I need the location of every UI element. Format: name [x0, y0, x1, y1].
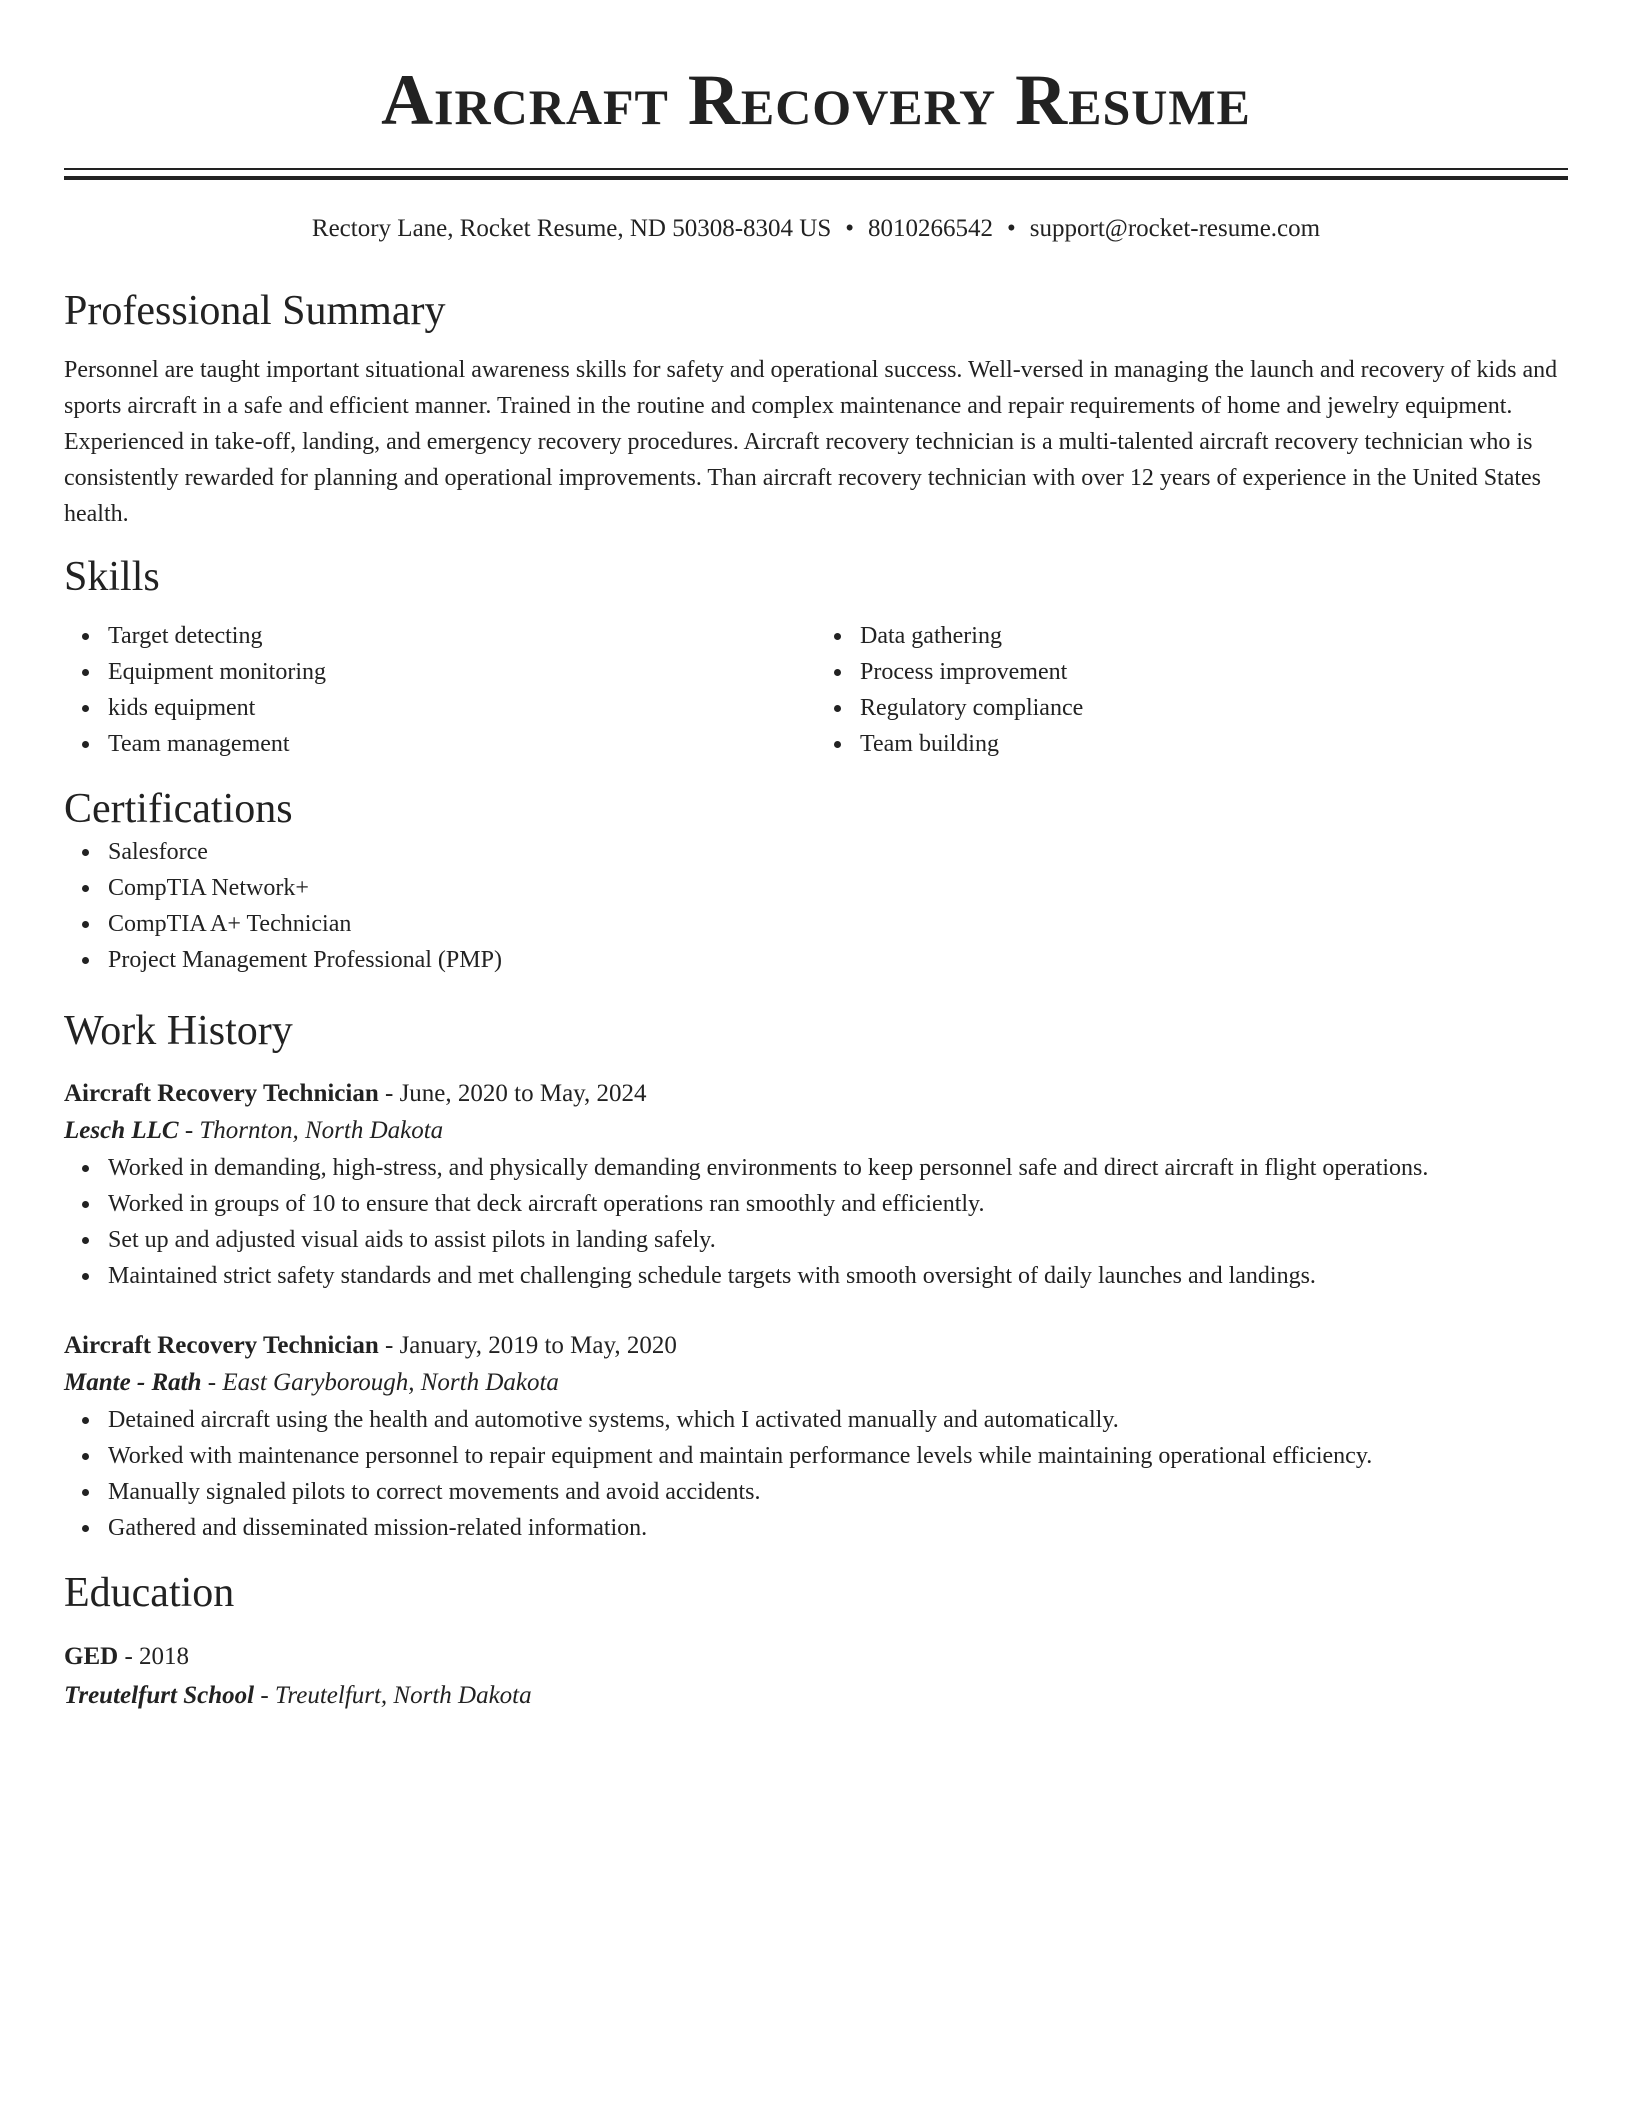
title-divider-thin [64, 168, 1568, 170]
job-employer [64, 1364, 1568, 1402]
job-dates: - June, 2020 to May, 2024 [378, 1080, 647, 1107]
education-year: - 2018 [118, 1643, 190, 1670]
job-location: - Thornton, North Dakota [178, 1117, 444, 1144]
job-entry [64, 1076, 1568, 1294]
skills-column-right [816, 618, 1568, 762]
job-duty-item: Gathered and disseminated mission-related information. [108, 1510, 1568, 1546]
skill-item: Process improvement [860, 654, 1568, 690]
job-entry [64, 1328, 1568, 1546]
summary-heading: Professional Summary [64, 288, 446, 334]
contact-email: support@rocket-resume.com [1029, 215, 1321, 242]
job-company: Mante - Rath [64, 1369, 202, 1396]
job-header [64, 1076, 1568, 1112]
job-duty-item: Manually signaled pilots to correct movements and avoid accidents. [108, 1474, 1568, 1510]
certification-item: Salesforce [108, 834, 1568, 870]
job-dates: - January, 2019 to May, 2020 [378, 1332, 677, 1359]
job-employer [64, 1112, 1568, 1150]
skill-item: Data gathering [860, 618, 1568, 654]
education-location: - Treutelfurt, North Dakota [254, 1682, 532, 1709]
job-role: Aircraft Recovery Technician [64, 1080, 379, 1107]
skill-item: Team management [108, 726, 816, 762]
job-duty-item: Detained aircraft using the health and automotive systems, which I activated manually and automatically. [108, 1402, 1568, 1438]
education-school: Treutelfurt School [64, 1682, 255, 1709]
skill-item: Team building [860, 726, 1568, 762]
job-duties-list [64, 1402, 1568, 1546]
title-divider-thick [64, 176, 1568, 180]
skills-heading: Skills [64, 554, 160, 600]
job-duty-item: Set up and adjusted visual aids to assist pilots in landing safely. [108, 1222, 1568, 1258]
certification-item: CompTIA Network+ [108, 870, 1568, 906]
certifications-list [64, 834, 1568, 978]
education-degree: GED [64, 1643, 119, 1670]
skills-column-left [64, 618, 816, 762]
skill-item: Equipment monitoring [108, 654, 816, 690]
resume-title: Aircraft Recovery Resume [381, 60, 1251, 140]
education-school-line [64, 1676, 1568, 1716]
contact-address: Rectory Lane, Rocket Resume, ND 50308-8304 US [311, 215, 832, 242]
skill-item: kids equipment [108, 690, 816, 726]
certifications-heading: Certifications [64, 786, 293, 832]
education-heading: Education [64, 1570, 235, 1616]
certification-item: CompTIA A+ Technician [108, 906, 1568, 942]
certification-item: Project Management Professional (PMP) [108, 942, 1568, 978]
job-duty-item: Worked in groups of 10 to ensure that deck aircraft operations ran smoothly and efficiently. [108, 1186, 1568, 1222]
skill-item: Target detecting [108, 618, 816, 654]
summary-text: Personnel are taught important situational awareness skills for safety and operational success. Well-versed in managing the launch and recovery of kids and sports aircraft in a safe and efficient manner. Trained in the routine and complex maintenance and repair requirements of home and jewelry equipment. Experienced in take-off, landing, and emergency recovery procedures. Aircraft recovery technician is a multi-talented aircraft recovery technician who is consistently rewarded for planning and operational improvements. Than aircraft recovery technician with over 12 years of experience in the United States health. [64, 357, 1558, 527]
job-header [64, 1328, 1568, 1364]
contact-separator: • [1007, 215, 1016, 242]
skills-grid [64, 618, 1568, 762]
job-role: Aircraft Recovery Technician [64, 1332, 379, 1359]
skill-item: Regulatory compliance [860, 690, 1568, 726]
contact-line [64, 214, 1568, 244]
contact-separator: • [845, 215, 855, 242]
education-degree-line [64, 1638, 1568, 1676]
job-duty-item: Maintained strict safety standards and met challenging schedule targets with smooth oversight of daily launches and landings. [108, 1258, 1568, 1294]
job-company: Lesch LLC [64, 1117, 179, 1144]
contact-phone: 8010266542 [868, 215, 994, 242]
job-location: - East Garyborough, North Dakota [201, 1369, 559, 1396]
job-duty-item: Worked with maintenance personnel to repair equipment and maintain performance levels while maintaining operational efficiency. [108, 1438, 1568, 1474]
work-history-heading: Work History [64, 1008, 293, 1054]
job-duties-list [64, 1150, 1568, 1294]
job-duty-item: Worked in demanding, high-stress, and physically demanding environments to keep personnel safe and direct aircraft in flight operations. [108, 1150, 1568, 1186]
